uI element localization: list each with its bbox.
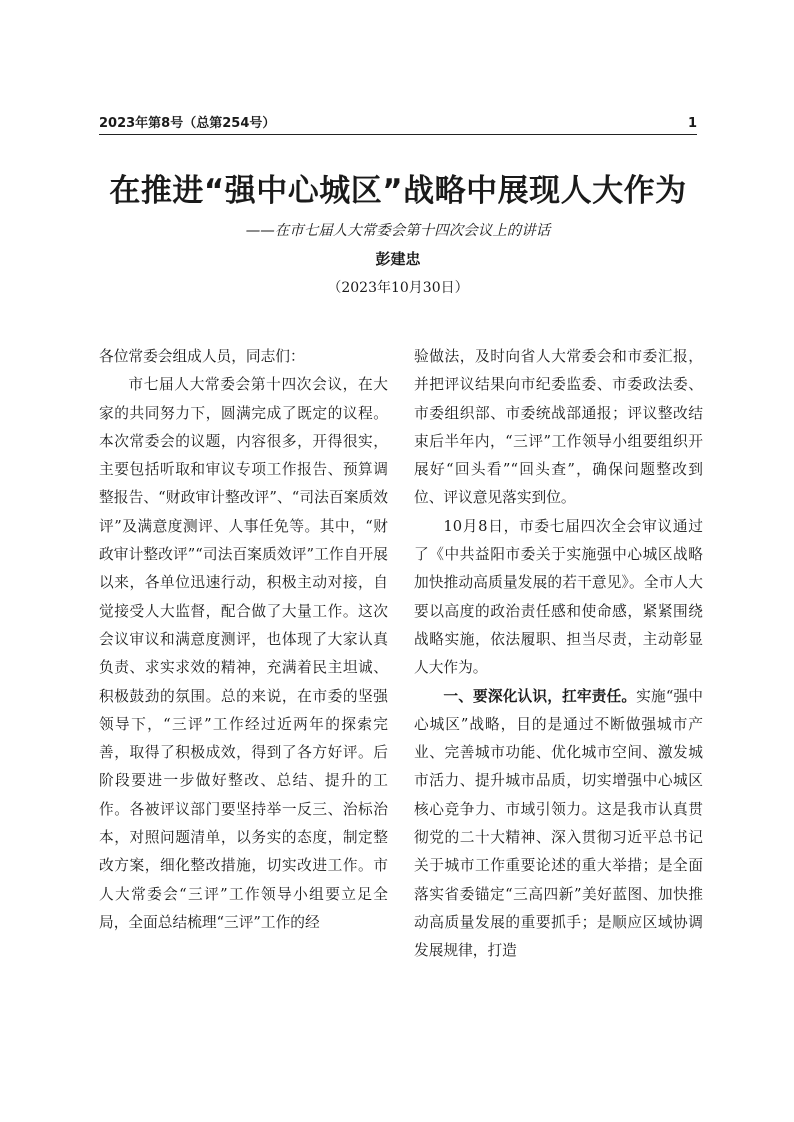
running-header [99,114,697,134]
article-author: 彭建忠 [375,250,421,268]
article-title: 在推进“强中心城区”战略中展现人大作为 [109,173,687,209]
body-paragraph-3 [414,683,703,966]
section-heading-1: 一、要深化认识，扛牢责任。 [443,687,637,705]
section-1-text: 实施“强中心城区”战略，目的是通过不断做强城市产业、完善城市功能、优化城市空间、激发城市活力、提升城市品质，切实增强中心城区核心竞争力、市域引领力。这是我市认真贯彻党的二十大精神、深入贯彻习近平总书记关于城市工作重要论述的重大举措；是全面落实省委锚定“三高四新”美好蓝图、加快推动高质量发展的重要抓手；是顺应区域协调发展规律，打造 [414,687,703,960]
page-number: 1 [687,116,697,131]
body-paragraph-2: 10月8日，市委七届四次全会审议通过了《中共益阳市委关于实施强中心城区战略 加快推动高质量发展的若干意见》。全市人大要以高度的政治责任感和使命感，紧紧围绕战略实施，依法履职、担当尽责，主动彰显人大作为。 [414,517,703,677]
body-paragraph-1-continued: 验做法，及时向省人大常委会和市委汇报，并把评议结果向市纪委监委、市委政法委、市委组织部、市委统战部通报；评议整改结束后半年内，“三评”工作领导小组要组织开展好“回头看”“回头查”，确保问题整改到位、评议意见落实到位。 [414,348,703,507]
article-date: （2023年10月30日） [327,280,469,296]
body-column-right [414,343,703,1043]
article-subtitle: ——在市七届人大常委会第十四次会议上的讲话 [245,223,551,239]
body-column-left [99,343,388,1043]
body-paragraph-1: 市七届人大常委会第十四次会议，在大家的共同努力下，圆满完成了既定的议程。本次常委会的议题，内容很多，开得很实，主要包括听取和审议专项工作报告、预算调整报告、“财政审计整改评”、“司法百案质效评”及满意度测评、人事任免等。其中，“财政审计整改评”“司法百案质效评”工作自开展以来，各单位迅速行动，积极主动对接，自觉接受人大监督，配合做了大量工作。这次会议审议和满意度测评，也体现了大家认真负责、求实求效的精神，充满着民主坦诚、积极鼓劲的氛围。总的来说，在市委的坚强领导下，“三评”工作经过近两年的探索完善，取得了积极成效，得到了各方好评。后阶段要进一步做好整改、总结、提升的工作。各被评议部门要坚持举一反三、治标治本，对照问题清单，以务实的态度，制定整改方案，细化整改措施，切实改进工作。市人大常委会“三评”工作领导小组要立足全局，全面总结梳理“三评”工作的经 [99,376,388,931]
header-divider [99,134,697,135]
salutation: 各位常委会组成人员，同志们： [99,348,305,365]
issue-number: 2023年第8号（总第254号） [99,116,276,131]
